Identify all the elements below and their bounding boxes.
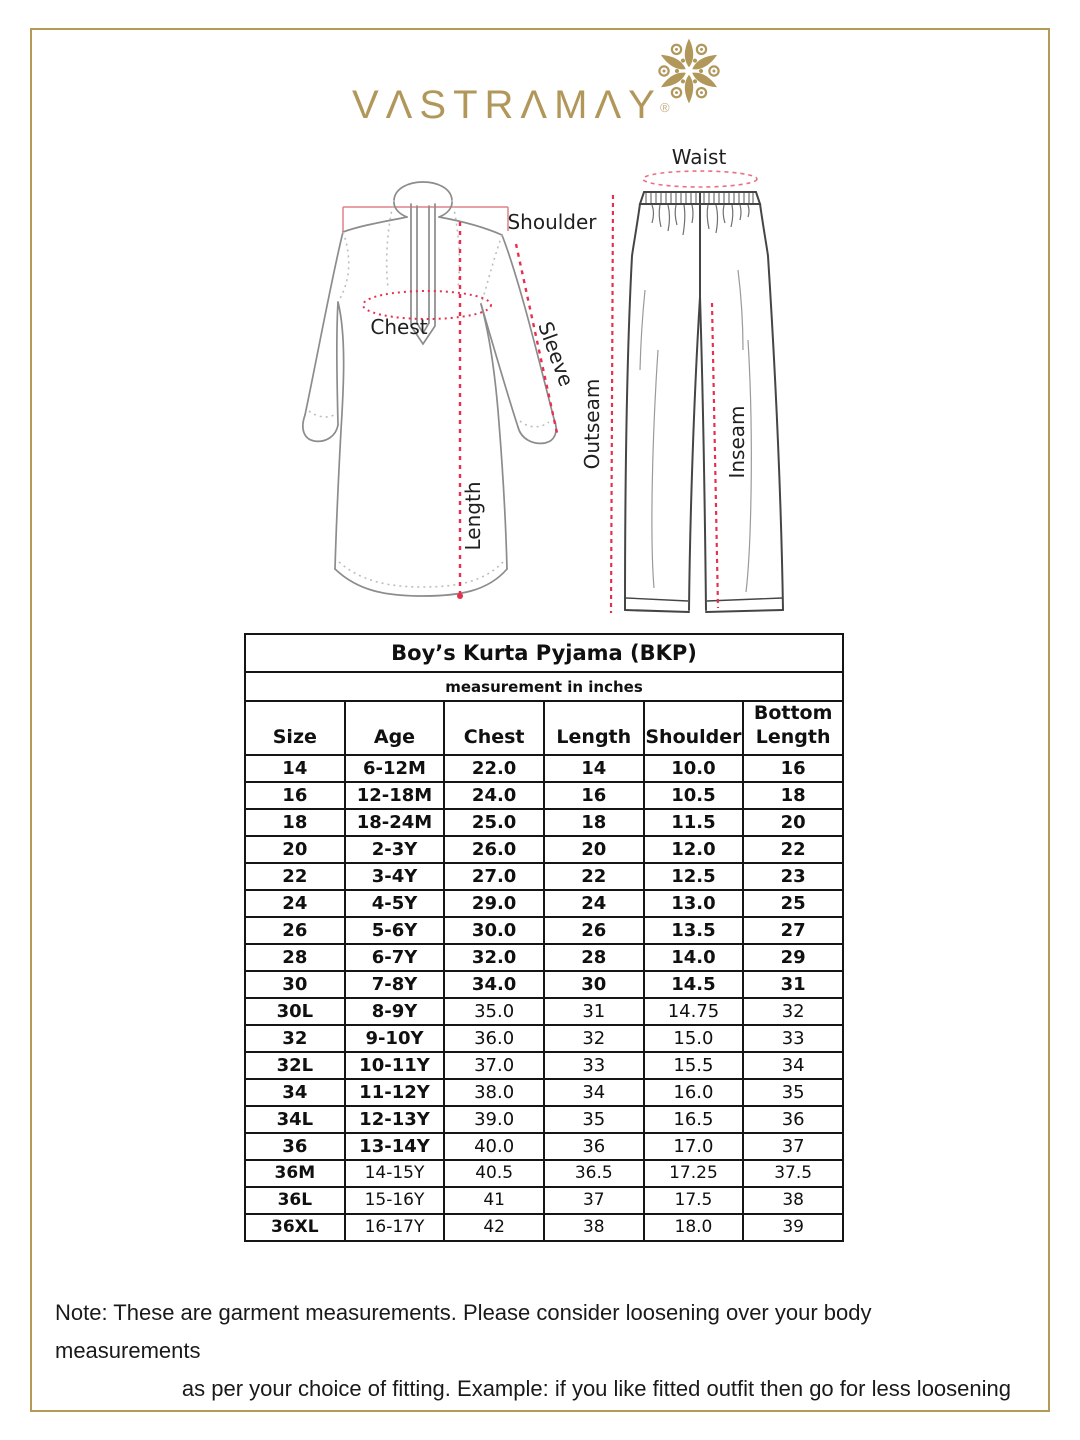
cell-shoulder: 16.5 <box>644 1106 744 1133</box>
cell-size: 22 <box>245 863 345 890</box>
cell-size: 36M <box>245 1160 345 1187</box>
cell-age: 6-12M <box>345 755 445 782</box>
sleeve-label: Sleeve <box>533 318 579 390</box>
cell-bottom-length: 33 <box>743 1025 843 1052</box>
cell-length: 28 <box>544 944 644 971</box>
table-row <box>245 1214 843 1241</box>
mandala-icon <box>650 34 728 108</box>
cell-bottom-length: 16 <box>743 755 843 782</box>
cell-length: 26 <box>544 917 644 944</box>
cell-age: 4-5Y <box>345 890 445 917</box>
cell-chest: 30.0 <box>444 917 544 944</box>
table-row <box>245 1025 843 1052</box>
cell-chest: 24.0 <box>444 782 544 809</box>
garment-note <box>55 1294 1011 1408</box>
cell-chest: 35.0 <box>444 998 544 1025</box>
cell-chest: 29.0 <box>444 890 544 917</box>
cell-age: 2-3Y <box>345 836 445 863</box>
inseam-label: Inseam <box>725 405 749 479</box>
cell-bottom-length: 31 <box>743 971 843 998</box>
cell-chest: 41 <box>444 1187 544 1214</box>
shoulder-label: Shoulder <box>507 210 597 234</box>
cell-age: 5-6Y <box>345 917 445 944</box>
cell-age: 12-13Y <box>345 1106 445 1133</box>
cell-bottom-length: 37.5 <box>743 1160 843 1187</box>
cell-chest: 26.0 <box>444 836 544 863</box>
cell-length: 18 <box>544 809 644 836</box>
cell-length: 36.5 <box>544 1160 644 1187</box>
table-row <box>245 944 843 971</box>
cell-size: 30L <box>245 998 345 1025</box>
note-line-1: Note: These are garment measurements. Please consider loosening over your body measurements <box>55 1300 872 1363</box>
cell-shoulder: 16.0 <box>644 1079 744 1106</box>
cell-age: 18-24M <box>345 809 445 836</box>
table-row <box>245 1160 843 1187</box>
table-row <box>245 836 843 863</box>
cell-shoulder: 13.0 <box>644 890 744 917</box>
table-subtitle: measurement in inches <box>245 672 843 701</box>
registered-trademark-symbol: ® <box>660 100 670 115</box>
table-row <box>245 1052 843 1079</box>
cell-age: 9-10Y <box>345 1025 445 1052</box>
cell-size: 36XL <box>245 1214 345 1241</box>
outseam-label: Outseam <box>580 378 604 470</box>
chest-label: Chest <box>370 315 428 339</box>
cell-shoulder: 10.5 <box>644 782 744 809</box>
cell-age: 13-14Y <box>345 1133 445 1160</box>
cell-size: 36L <box>245 1187 345 1214</box>
cell-chest: 32.0 <box>444 944 544 971</box>
cell-size: 26 <box>245 917 345 944</box>
cell-size: 32 <box>245 1025 345 1052</box>
cell-chest: 34.0 <box>444 971 544 998</box>
cell-bottom-length: 34 <box>743 1052 843 1079</box>
cell-age: 6-7Y <box>345 944 445 971</box>
cell-age: 8-9Y <box>345 998 445 1025</box>
cell-chest: 36.0 <box>444 1025 544 1052</box>
cell-shoulder: 15.0 <box>644 1025 744 1052</box>
cell-shoulder: 14.5 <box>644 971 744 998</box>
cell-shoulder: 17.5 <box>644 1187 744 1214</box>
cell-shoulder: 14.0 <box>644 944 744 971</box>
cell-bottom-length: 18 <box>743 782 843 809</box>
cell-length: 30 <box>544 971 644 998</box>
table-row <box>245 1079 843 1106</box>
cell-chest: 42 <box>444 1214 544 1241</box>
cell-length: 34 <box>544 1079 644 1106</box>
cell-bottom-length: 25 <box>743 890 843 917</box>
table-row <box>245 782 843 809</box>
column-header-length: Length <box>544 701 644 755</box>
cell-age: 11-12Y <box>345 1079 445 1106</box>
cell-bottom-length: 27 <box>743 917 843 944</box>
cell-age: 10-11Y <box>345 1052 445 1079</box>
cell-length: 22 <box>544 863 644 890</box>
pyjama-diagram <box>600 140 800 620</box>
cell-shoulder: 15.5 <box>644 1052 744 1079</box>
cell-chest: 40.5 <box>444 1160 544 1187</box>
cell-chest: 38.0 <box>444 1079 544 1106</box>
cell-bottom-length: 20 <box>743 809 843 836</box>
cell-shoulder: 12.0 <box>644 836 744 863</box>
cell-length: 24 <box>544 890 644 917</box>
cell-bottom-length: 35 <box>743 1079 843 1106</box>
table-row <box>245 755 843 782</box>
cell-bottom-length: 36 <box>743 1106 843 1133</box>
cell-shoulder: 18.0 <box>644 1214 744 1241</box>
cell-length: 14 <box>544 755 644 782</box>
cell-age: 3-4Y <box>345 863 445 890</box>
cell-length: 31 <box>544 998 644 1025</box>
cell-size: 34 <box>245 1079 345 1106</box>
table-row <box>245 809 843 836</box>
table-header-row <box>245 701 843 755</box>
cell-shoulder: 10.0 <box>644 755 744 782</box>
waist-label: Waist <box>671 145 727 169</box>
cell-size: 36 <box>245 1133 345 1160</box>
cell-size: 30 <box>245 971 345 998</box>
table-title: Boy’s Kurta Pyjama (BKP) <box>245 634 843 672</box>
cell-size: 20 <box>245 836 345 863</box>
cell-size: 14 <box>245 755 345 782</box>
cell-length: 16 <box>544 782 644 809</box>
cell-size: 18 <box>245 809 345 836</box>
cell-size: 32L <box>245 1052 345 1079</box>
cell-bottom-length: 37 <box>743 1133 843 1160</box>
cell-length: 38 <box>544 1214 644 1241</box>
table-row <box>245 890 843 917</box>
cell-shoulder: 17.0 <box>644 1133 744 1160</box>
column-header-bottom-length: Bottom Length <box>743 701 843 755</box>
column-header-age: Age <box>345 701 445 755</box>
table-row <box>245 1133 843 1160</box>
cell-chest: 37.0 <box>444 1052 544 1079</box>
cell-length: 36 <box>544 1133 644 1160</box>
size-table <box>244 633 844 1242</box>
cell-chest: 39.0 <box>444 1106 544 1133</box>
table-title-row <box>245 634 843 672</box>
cell-bottom-length: 39 <box>743 1214 843 1241</box>
cell-chest: 22.0 <box>444 755 544 782</box>
size-table-body <box>245 755 843 1241</box>
cell-bottom-length: 38 <box>743 1187 843 1214</box>
cell-age: 12-18M <box>345 782 445 809</box>
cell-bottom-length: 22 <box>743 836 843 863</box>
cell-shoulder: 13.5 <box>644 917 744 944</box>
cell-size: 28 <box>245 944 345 971</box>
cell-bottom-length: 29 <box>743 944 843 971</box>
cell-length: 35 <box>544 1106 644 1133</box>
brand-wordmark: VΛSTRΛMΛY <box>352 83 662 127</box>
table-row <box>245 998 843 1025</box>
cell-length: 20 <box>544 836 644 863</box>
cell-length: 37 <box>544 1187 644 1214</box>
table-subtitle-row <box>245 672 843 701</box>
table-row <box>245 917 843 944</box>
cell-size: 24 <box>245 890 345 917</box>
cell-length: 33 <box>544 1052 644 1079</box>
cell-chest: 40.0 <box>444 1133 544 1160</box>
cell-size: 16 <box>245 782 345 809</box>
table-row <box>245 1187 843 1214</box>
column-header-chest: Chest <box>444 701 544 755</box>
table-row <box>245 1106 843 1133</box>
cell-shoulder: 17.25 <box>644 1160 744 1187</box>
column-header-shoulder: Shoulder <box>644 701 744 755</box>
cell-bottom-length: 23 <box>743 863 843 890</box>
cell-length: 32 <box>544 1025 644 1052</box>
cell-size: 34L <box>245 1106 345 1133</box>
cell-shoulder: 12.5 <box>644 863 744 890</box>
column-header-size: Size <box>245 701 345 755</box>
cell-bottom-length: 32 <box>743 998 843 1025</box>
table-row <box>245 863 843 890</box>
length-label: Length <box>461 481 485 551</box>
cell-chest: 25.0 <box>444 809 544 836</box>
cell-chest: 27.0 <box>444 863 544 890</box>
table-row <box>245 971 843 998</box>
cell-age: 7-8Y <box>345 971 445 998</box>
cell-shoulder: 11.5 <box>644 809 744 836</box>
note-line-2: as per your choice of fitting. Example: if you like fitted outfit then go for less loosening <box>181 1376 1011 1401</box>
cell-shoulder: 14.75 <box>644 998 744 1025</box>
cell-age: 16-17Y <box>345 1214 445 1241</box>
cell-age: 14-15Y <box>345 1160 445 1187</box>
cell-age: 15-16Y <box>345 1187 445 1214</box>
